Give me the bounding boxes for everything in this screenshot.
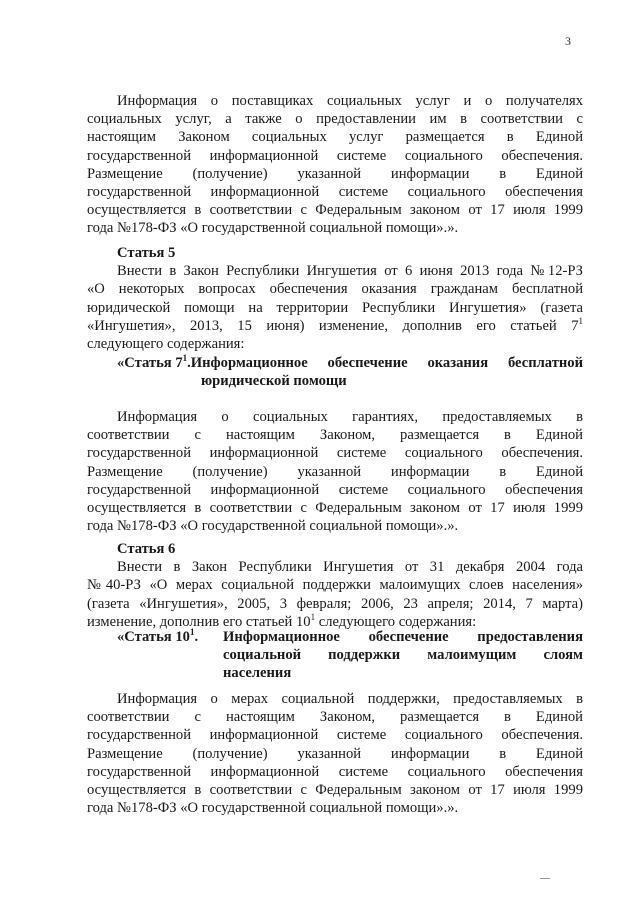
article-title [117,354,583,372]
text-line: юридической помощи на территории Республики Ингушетия» (газета [87,299,583,316]
title-line: Информационное обеспечение предоставления [223,629,583,645]
text-line: года №178-ФЗ «О государственной социальной помощи».». [87,220,459,237]
text-line: Информация о социальных гарантиях, предоставляемых в [117,409,583,425]
text-line: соответствии с настоящим Законом, размещается в Единой [87,709,583,726]
article-title-label [117,628,223,683]
text-line: осуществляется в соответствии с Федеральным законом от 17 июля 1999 [87,782,583,799]
text-line: государственной информационной системе социального обеспечения [87,184,583,201]
paragraph-intro [87,92,583,238]
text-line [87,317,583,335]
text-line: настоящим Законом социальных услуг размещается в Единой [87,129,583,146]
article-5-body [87,408,583,535]
text-line: Размещение (получение) указанной информации в Единой [87,745,583,762]
text-line: «О некоторых вопросах обеспечения оказания гражданам бесплатной [87,281,583,298]
text-line: государственной информационной системе социального обеспечения. [87,727,583,744]
text-line: года №178-ФЗ «О государственной социальной помощи».». [87,518,459,535]
title-line: социальной поддержки малоимущим слоям [223,647,583,664]
article-title-label [117,354,191,372]
text-line: Размещение (получение) указанной информации в Единой [87,165,583,182]
superscript: 1 [182,353,188,364]
text-line: Внести в Закон Республики Ингушетия от 6 июня 2013 года №12-РЗ [117,263,583,280]
text-fragment: «Ингушетия», 2013, 15 июня) изменение, дополнив его статьей 7 [87,317,579,334]
text-line: осуществляется в соответствии с Федеральным законом от 17 июля 1999 [87,202,583,219]
text-line: государственной информационной системе социального обеспечения. [87,147,583,164]
page-number: 3 [565,34,571,48]
text-fragment: изменение, дополнив его статьей 10 [87,613,311,630]
text-line: социальных услуг, а также о предоставлении им в соответствии с [87,111,583,128]
article-6 [87,540,583,631]
article-5-title [117,354,583,390]
superscript: 1 [189,627,195,638]
article-title-text [191,354,583,372]
text-line: осуществляется в соответствии с Федеральным законом от 17 июля 1999 [87,500,583,517]
title-label-tail: . [187,355,191,371]
scan-mark [540,878,550,879]
article-heading: Статья 6 [117,541,176,557]
title-label-tail: . [194,629,199,645]
article-heading: Статья 5 [117,245,176,261]
superscript: 1 [310,611,316,622]
superscript: 1 [578,315,583,326]
text-line: Внести в Закон Республики Ингушетия от 31 декабря 2004 года [117,559,583,576]
article-5 [87,244,583,353]
text-line: Размещение (получение) указанной информации в Единой [87,463,583,480]
text-line: №40-РЗ «О мерах социальной поддержки малоимущих слоев населения» [87,577,583,594]
text-line: соответствии с настоящим Законом, размещается в Единой [87,427,583,444]
text-line: следующего содержания: [87,336,245,353]
article-6-title [117,628,583,683]
article-title-text [223,628,583,683]
title-line: юридической помощи [201,373,347,390]
text-line: Информация о поставщиках социальных услуг и о получателях [117,93,583,109]
title-label-text: «Статья 7 [117,355,183,371]
text-line: государственной информационной системе социального обеспечения. [87,445,583,462]
article-title [117,628,583,683]
article-6-body [87,690,583,817]
title-label-text: «Статья 10 [117,629,190,645]
text-line: Информация о мерах социальной поддержки, предоставляемых в [117,691,583,707]
title-line: населения [223,665,292,682]
text-fragment: следующего содержания: [315,613,477,630]
text-line: государственной информационной системе социального обеспечения [87,763,583,780]
title-line: Информационное обеспечение оказания бесплатной [190,355,583,371]
text-line: (газета «Ингушетия», 2005, 3 февраля; 2006, 23 апреля; 2014, 7 марта) [87,595,583,612]
text-line: государственной информационной системе социального обеспечения [87,481,583,498]
text-line: года №178-ФЗ «О государственной социальной помощи».». [87,800,459,817]
